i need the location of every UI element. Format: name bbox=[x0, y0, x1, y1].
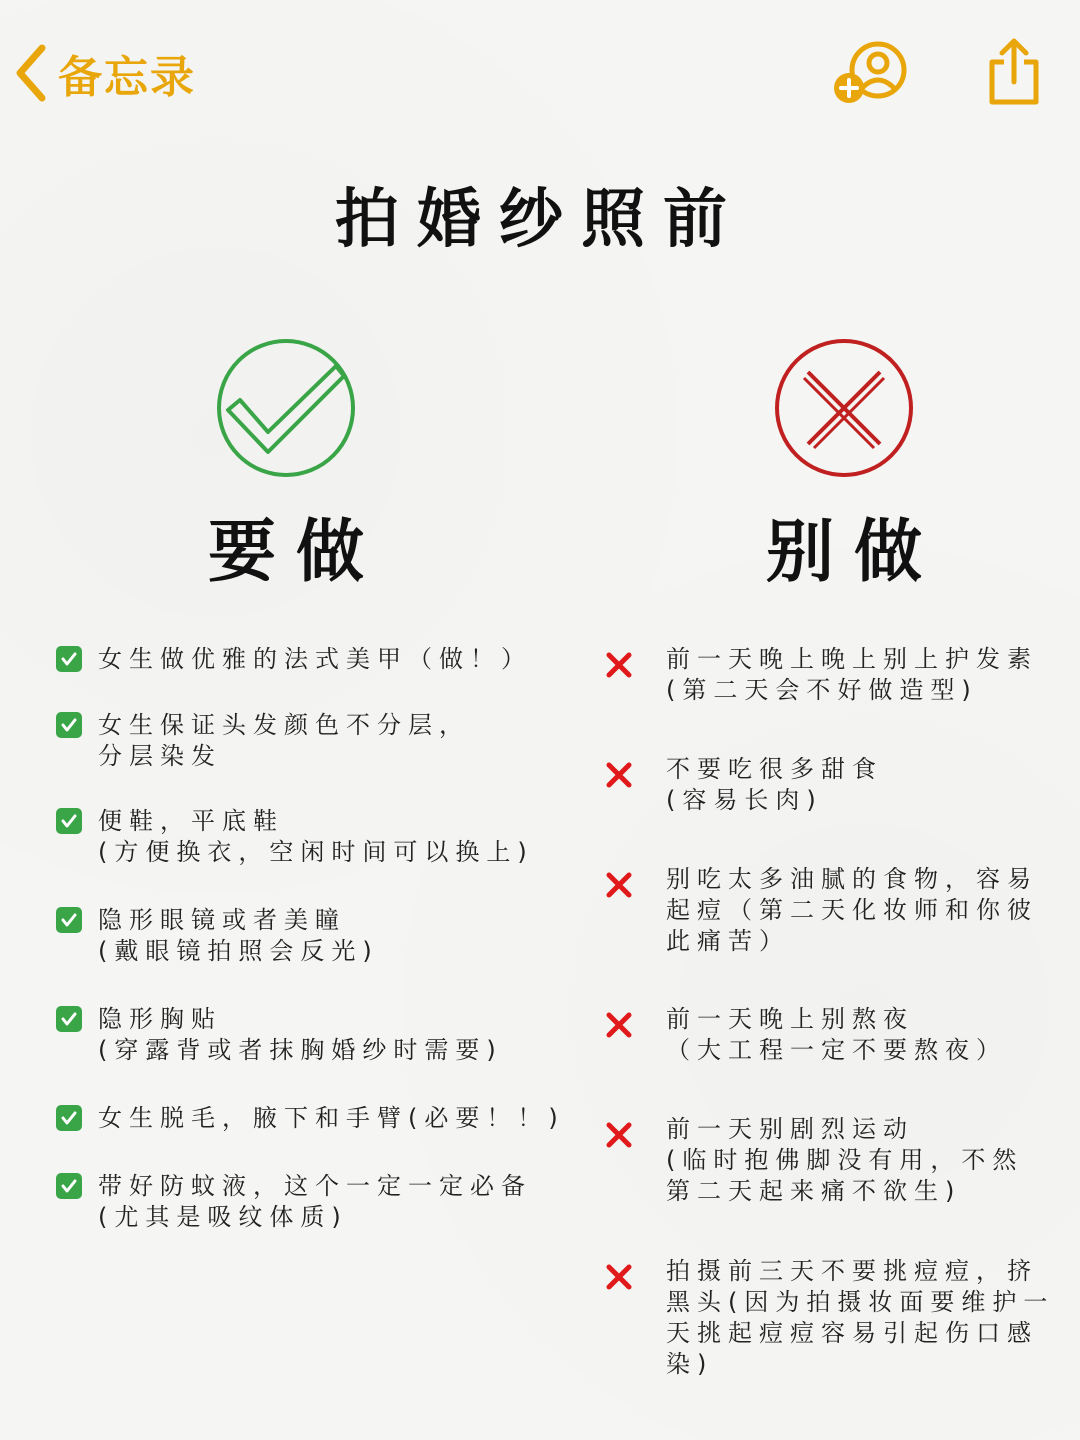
check-circle-icon bbox=[214, 336, 358, 480]
list-item bbox=[56, 806, 608, 868]
list-item-text: 女生保证头发颜色不分层， 分层染发 bbox=[98, 711, 470, 770]
list-item-text: 不要吃很多甜食 (容易长肉) bbox=[666, 755, 883, 814]
list-item bbox=[604, 1004, 1076, 1066]
do-heading: 要做 bbox=[207, 513, 384, 592]
share-icon bbox=[984, 36, 1044, 108]
list-item bbox=[604, 1256, 1076, 1380]
check-mark-icon bbox=[56, 1006, 82, 1032]
cross-mark-icon bbox=[604, 1262, 634, 1292]
dont-heading: 别做 bbox=[765, 513, 942, 592]
list-item-text: 前一天别剧烈运动 (临时抱佛脚没有用，不然 第二天起来痛不欲生) bbox=[666, 1115, 1024, 1205]
list-item bbox=[56, 1004, 608, 1066]
list-item-text: 拍摄前三天不要挑痘痘，挤 黑头(因为拍摄妆面要维护一 天挑起痘痘容易引起伤口感 染) bbox=[666, 1257, 1055, 1378]
add-person-button[interactable] bbox=[832, 40, 912, 106]
cross-mark-icon bbox=[604, 760, 634, 790]
check-mark-icon bbox=[56, 1105, 82, 1131]
person-add-icon bbox=[832, 40, 912, 106]
share-button[interactable] bbox=[984, 36, 1044, 108]
chevron-left-icon bbox=[12, 42, 50, 104]
check-mark-icon bbox=[56, 907, 82, 933]
list-item bbox=[56, 710, 608, 772]
list-item-text: 女生脱毛，腋下和手臂(必要！！) bbox=[98, 1104, 565, 1132]
list-item bbox=[56, 1103, 608, 1134]
x-circle-icon bbox=[772, 336, 916, 480]
back-button[interactable] bbox=[12, 42, 196, 104]
list-item-text: 女生做优雅的法式美甲（做！） bbox=[98, 645, 532, 673]
cross-mark-icon bbox=[604, 870, 634, 900]
list-item-text: 前一天晚上别熬夜 （大工程一定不要熬夜） bbox=[666, 1005, 1007, 1064]
back-label: 备忘录 bbox=[58, 52, 196, 103]
cross-mark-icon bbox=[604, 1010, 634, 1040]
list-item-text: 前一天晚上晚上别上护发素 (第二天会不好做造型) bbox=[666, 645, 1038, 704]
list-item bbox=[604, 1114, 1076, 1207]
check-mark-icon bbox=[56, 712, 82, 738]
list-item bbox=[56, 1171, 608, 1233]
list-item-text: 别吃太多油腻的食物，容易 起痘（第二天化妆师和你彼 此痛苦） bbox=[666, 865, 1038, 955]
cross-mark-icon bbox=[604, 650, 634, 680]
page-title: 拍婚纱照前 bbox=[335, 183, 745, 257]
list-item bbox=[604, 754, 1076, 816]
list-item bbox=[56, 644, 608, 675]
navigation-bar bbox=[0, 0, 1080, 140]
list-item-text: 便鞋，平底鞋 (方便换衣，空闲时间可以换上) bbox=[98, 807, 534, 866]
list-item bbox=[604, 864, 1076, 957]
check-mark-icon bbox=[56, 1173, 82, 1199]
list-item bbox=[56, 905, 608, 967]
check-mark-icon bbox=[56, 808, 82, 834]
list-item-text: 隐形眼镜或者美瞳 (戴眼镜拍照会反光) bbox=[98, 906, 379, 965]
list-item-text: 带好防蚊液，这个一定一定必备 (尤其是吸纹体质) bbox=[98, 1172, 532, 1231]
cross-mark-icon bbox=[604, 1120, 634, 1150]
check-mark-icon bbox=[56, 646, 82, 672]
list-item-text: 隐形胸贴 (穿露背或者抹胸婚纱时需要) bbox=[98, 1005, 503, 1064]
list-item bbox=[604, 644, 1076, 706]
